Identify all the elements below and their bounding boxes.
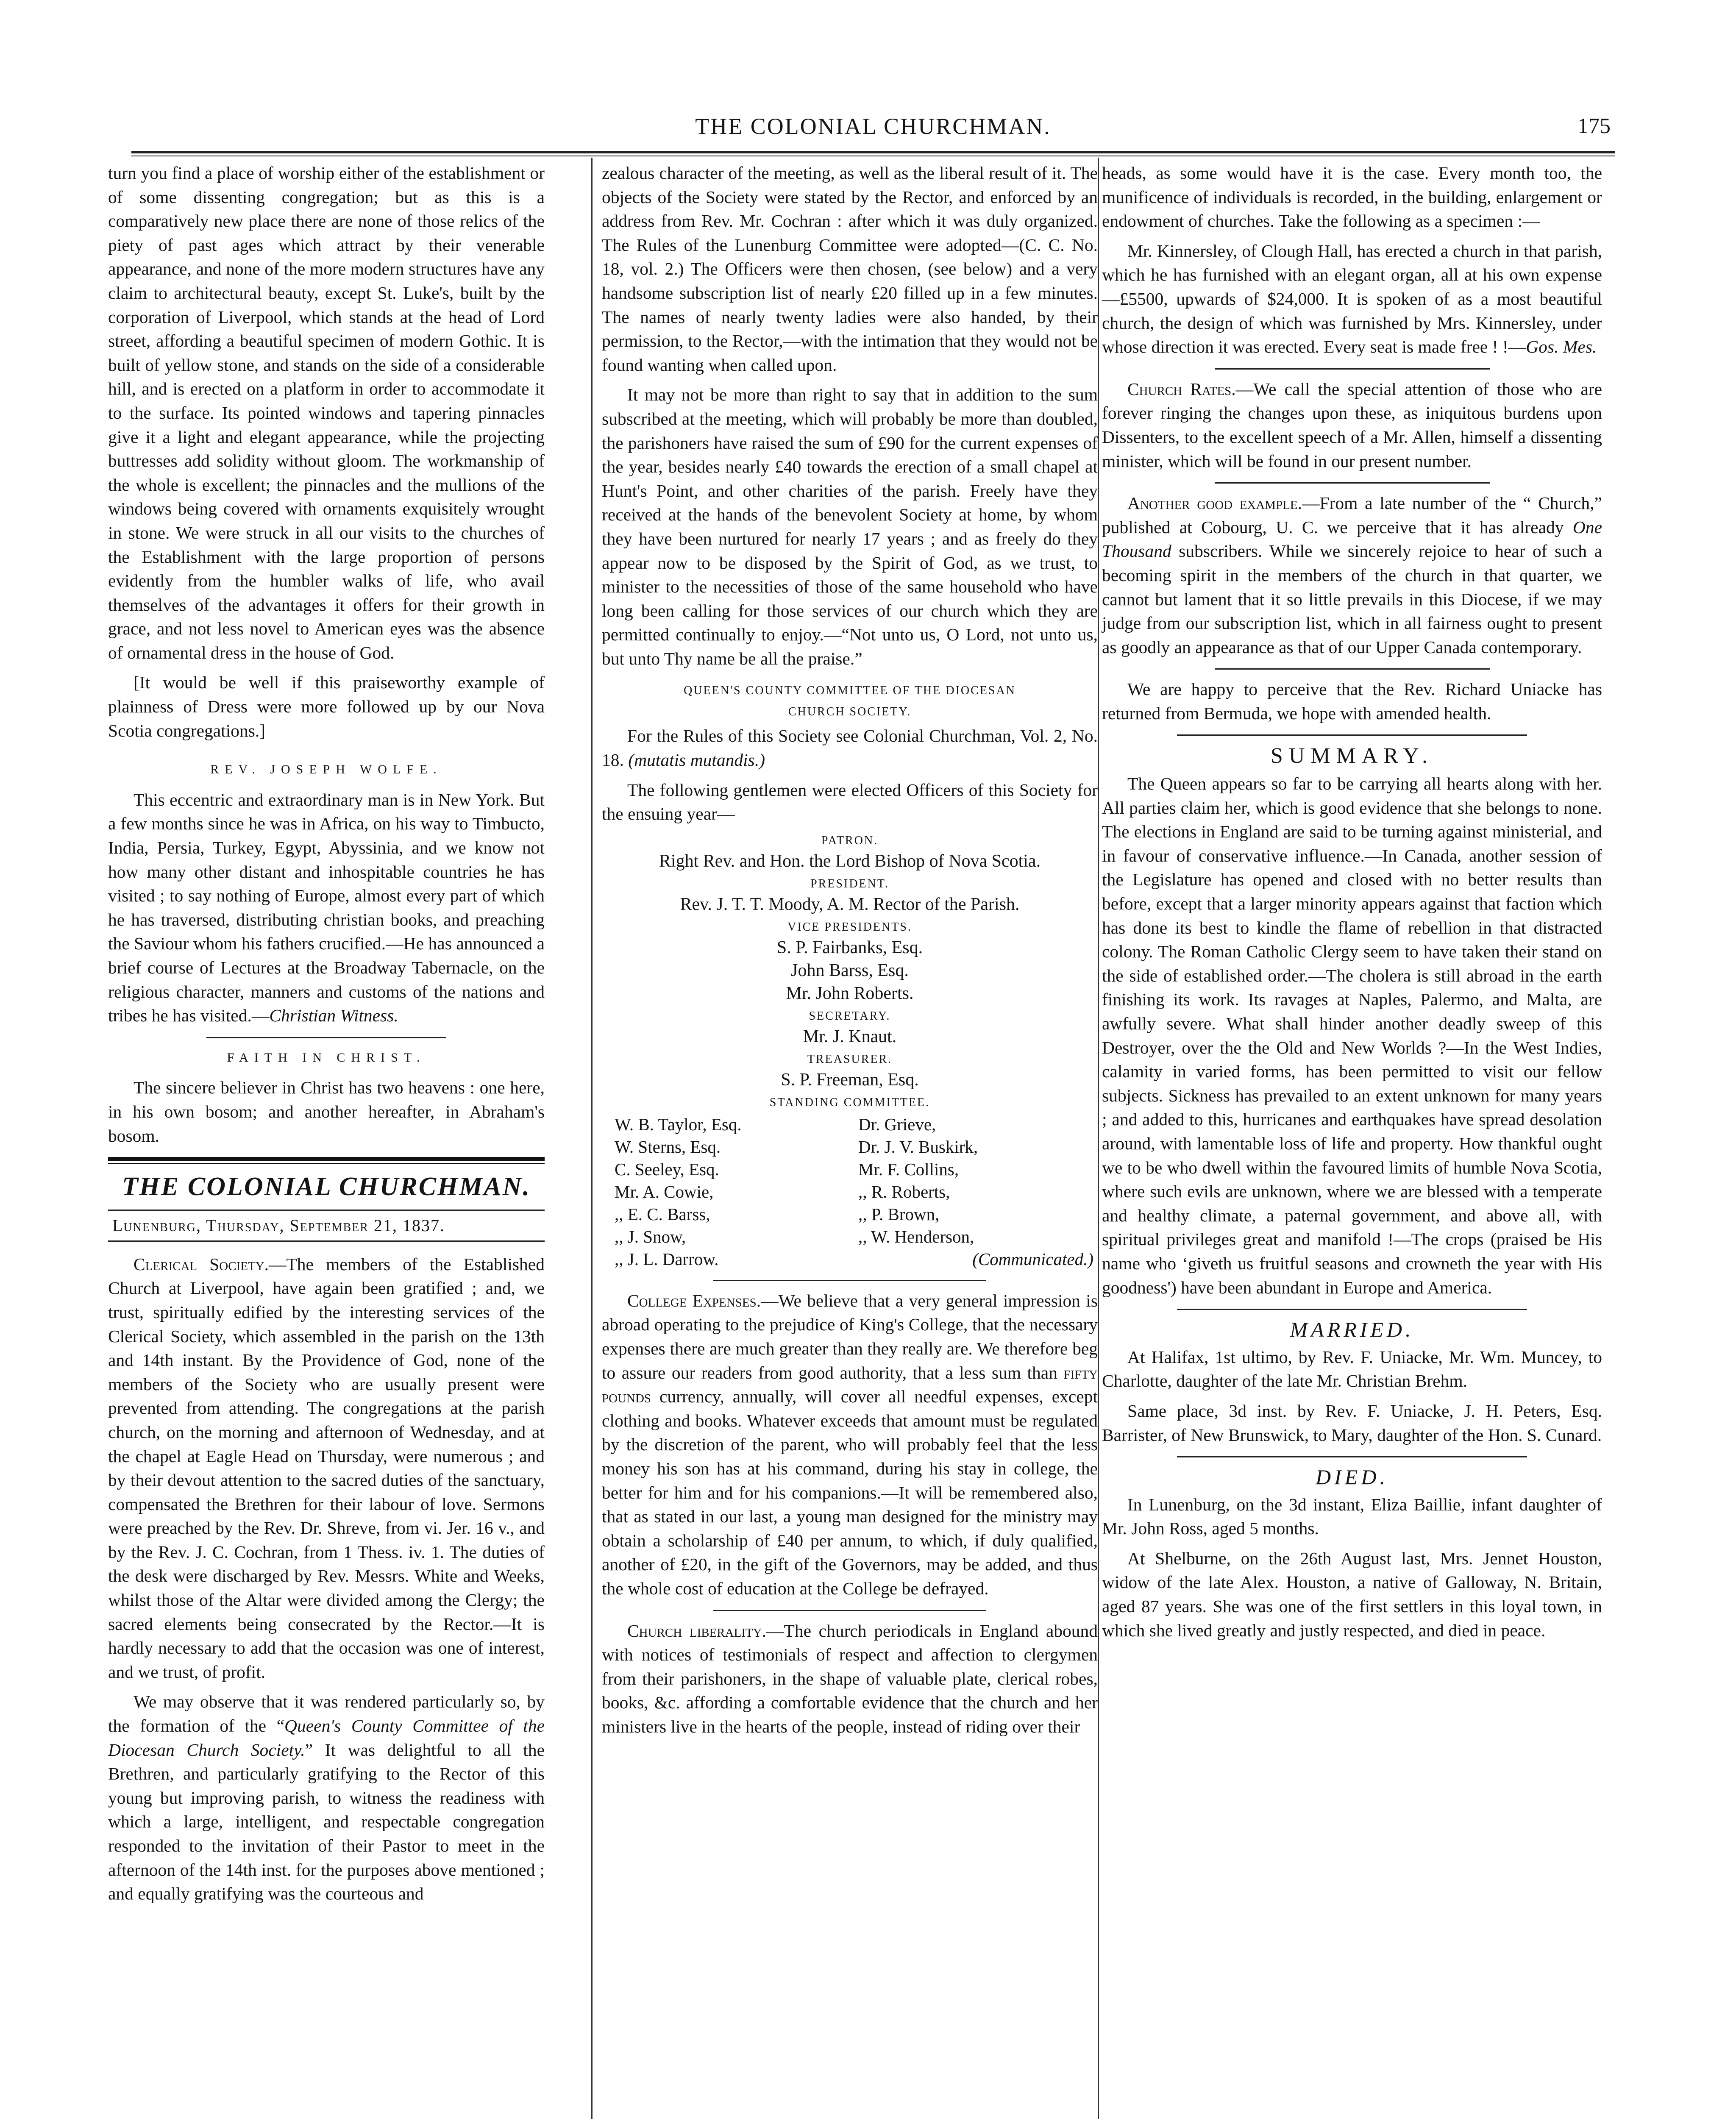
committee-row: ,, E. C. Barss, ,, P. Brown, [615,1204,940,1224]
column-divider-1 [591,158,593,2119]
president-name: Rev. J. T. T. Moody, A. M. Rector of the Parish. [680,894,1020,914]
church-liberality-text: Church liberality.—The church periodicals in England abound with notices of testimonials of respect and affection to clergymen from their parishoners, in the shape of valuable plate, clerical robes, books, &c. affording a comfortable evidence that the church and her ministers live in the hearts of the people, instead of riding over their [602,1621,1098,1736]
died-heading: DIED. [1316,1465,1388,1489]
church-liberality-lead: Church liberality. [627,1621,766,1641]
running-title: THE COLONIAL CHURCHMAN. [695,114,1051,139]
summary-heading: SUMMARY. [1270,744,1434,768]
heads-text: heads, as some would have it is the case. Every month too, the munificence of individuals is recorded, in the building, enlargement or endowment of churches. Take the following as a specimen :— [1102,163,1602,231]
column-3 [1102,161,1602,1648]
divider-rule [1177,1309,1527,1310]
committee-row: C. Seeley, Esq. Mr. F. Collins, [615,1159,959,1179]
president-label: PRESIDENT. [810,877,889,890]
committee-row: W. B. Taylor, Esq. Dr. Grieve, [615,1114,936,1134]
vp-label: VICE PRESIDENTS. [787,920,912,934]
kinnersley-text: Mr. Kinnersley, of Clough Hall, has erected a church in that parish, which he has furnished with an elegant organ, all at his own expense—£5500, upwards of $24,000. It is spoken of as a most beautiful church, the design of which was furnished by Mrs. Kinnersley, under whose direction it was erected. Every seat is made free ! !—Gos. Mes. [1102,241,1602,357]
qc-heading-2: CHURCH SOCIETY. [788,705,912,719]
standing-committee [602,1113,1098,1271]
masthead-title: THE COLONIAL CHURCHMAN. [122,1172,531,1201]
divider-rule [1177,734,1527,736]
married-notice: Same place, 3d inst. by Rev. F. Uniacke, J. H. Peters, Esq. Barrister, of New Brunswick, to Mary, daughter of the Hon. S. Cunard. [1102,1401,1602,1445]
married-notice: At Halifax, 1st ultimo, by Rev. F. Uniacke, Mr. Wm. Muncey, to Charlotte, daughter of the late Mr. Christian Brehm. [1102,1347,1602,1391]
died-notice: In Lunenburg, on the 3d instant, Eliza Baillie, infant daughter of Mr. John Ross, aged 5 months. [1102,1494,1602,1538]
treasurer-name: S. P. Freeman, Esq. [781,1070,919,1090]
observe-text: We may observe that it was rendered particularly so, by the formation of the “Queen's County Committee of the Diocesan Church Society.” It was delightful to all the Brethren, and particularly gratifying to the Rector of this young but improving parish, to witness the readiness with which a large, intelligent, and respectable congregation responded to the invitation of their Pastor to meet in the afternoon of the 14th inst. for the purposes above mentioned ; and equally gratifying was the courteous and [108,1692,545,1904]
married-heading: MARRIED. [1290,1318,1414,1342]
elected-text: The following gentlemen were elected Officers of this Society for the ensuing year— [602,780,1098,824]
died-notice: At Shelburne, on the 26th August last, Mrs. Jennet Houston, widow of the late Alex. Houston, a native of Galloway, N. Britain, aged 87 years. She was one of the first settlers in this loyal town, in which she lived greatly and justly respected, and died in peace. [1102,1548,1602,1640]
masthead-rule [108,1157,545,1164]
editor-note: [It would be well if this praiseworthy example of plainness of Dress were more followed up by our Nova Scotia congregations.] [108,673,545,740]
committee-row: Mr. A. Cowie, ,, R. Roberts, [615,1182,950,1201]
divider-rule [713,1610,986,1611]
patron-label: PATRON. [821,834,879,847]
divider-rule [206,1037,447,1038]
college-expenses-lead: College Expenses. [627,1290,761,1310]
divider-rule [1215,668,1490,670]
wolfe-heading: REV. JOSEPH WOLFE. [210,762,442,777]
vp-name: S. P. Fairbanks, Esq. [776,937,923,957]
column-2 [602,161,1098,1745]
treasurer-label: TREASURER. [807,1052,893,1066]
committee-row: W. Sterns, Esq. Dr. J. V. Buskirk, [615,1137,978,1157]
clerical-society-lead: Clerical Society. [134,1254,269,1274]
uniacke-note: We are happy to perceive that the Rev. Richard Uniacke has returned from Bermuda, we hope with amended health. [1102,679,1602,723]
divider-rule [1215,368,1490,370]
standing-committee-label: STANDING COMMITTEE. [769,1096,930,1109]
wolfe-source: Christian Witness. [269,1006,398,1026]
header-rule [131,151,1615,156]
secretary-label: SECRETARY. [809,1009,891,1023]
summary-text: The Queen appears so far to be carrying all hearts along with her. All parties claim her, which is good evidence that she belongs to none. The elections in England are said to be turning against ministerial, and in favour of conservative influence.—In Canada, another session of the Legislature has opened and closed with no better results than before, except that a larger minority appears against that faction which has done its best to kindle the flame of rebellion in that distracted colony. The Roman Catholic Clergy seem to have taken their stand on the side of established order.—The cholera is still abroad in the earth finishing its work. Its ravages at Naples, Palermo, and Malta, are awfully severe. What shall hinder another deadly sweep of this Destroyer, over the the Old and New Worlds ?—In the West Indies, calamity in varied forms, has been permitted to visit our fellow subjects. Sickness has prevailed to an extent unknown for many years ; and added to this, hurricanes and earthquakes have spread desolation around, with lamentable loss of life and property. How thankful ought we to be who dwell within the favoured limits of humble Nova Scotia, where such evils are unknown, where we are blessed with a temperate and healthy climate, a paternal government, and above all, with spiritual privileges great and manifold !—The crops (praised be His name who ‘giveth us fruitful seasons and crowneth the year with His goodness') have been abundant in Europe and America. [1102,774,1602,1297]
column-divider-2 [1098,158,1099,2119]
another-example-lead: Another good example. [1127,493,1302,513]
zealous-text: zealous character of the meeting, as well as the liberal result of it. The objects of the Society were stated by the Rector, and enforced by an address from Rev. Mr. Cochran : after which it was duly organized. The Rules of the Lunenburg Committee were adopted—(C. C. No. 18, vol. 2.) The Officers were then chosen, (see below) and a very handsome subscription list of nearly £20 filled up in a few minutes. The names of nearly twenty ladies were also handed, by their permission, to the Rector,—with the intimation that they would not be found wanting when called upon. [602,163,1098,375]
faith-text: The sincere believer in Christ has two heavens : one here, in his own bosom; and another hereafter, in Abraham's bosom. [108,1078,545,1146]
committee-row: ,, J. Snow, ,, W. Henderson, [615,1226,974,1246]
divider-rule [1215,482,1490,484]
article-continuation: turn you find a place of worship either of the establishment or of some dissenting congregation; but as this is a comparatively new place there are none of those relics of the piety of past ages which attract by their venerable appearance, and none of the more modern structures have any claim to architectural beauty, except St. Luke's, built by the corporation of Liverpool, which stands at the head of Lord street, affording a beautiful specimen of modern Gothic. It is built of yellow stone, and stands on the side of a considerable hill, and is erected on a platform in order to accommodate it to the surface. Its pointed windows and tapering pinnacles give it a light and elegant appearance, while the projecting buttresses add solidity without gloom. The workmanship of the whole is excellent; the pinnacles and the mullions of the windows being covered with ornaments exquisitely wrought in stone. We were struck in all our visits to the churches of the Establishment with the large proportion of persons evidently from the humbler walks of life, who avail themselves of the advantages it offers for their growth in grace, and not less novel to American eyes was the absence of ornamental dress in the house of God. [108,163,545,662]
divider-rule [1177,1456,1527,1457]
rules-text: For the Rules of this Society see Colonial Churchman, Vol. 2, No. 18. (mutatis mutandis.) [602,726,1098,770]
secretary-name: Mr. J. Knaut. [803,1026,897,1046]
church-rates-text: Church Rates.—We call the special attention of those who are forever ringing the changes upon these, as iniquitous burdens upon Dissenters, to the excellent speech of a Mr. Allen, himself a dissenting minister, which will be found in our present number. [1102,379,1602,471]
dateline: Lunenburg, Thursday, September 21, 1837. [108,1210,545,1242]
kinnersley-source: Gos. Mes. [1526,337,1597,357]
committee-row: ,, J. L. Darrow. (Communicated.) [615,1249,1093,1269]
page-number: 175 [1577,114,1611,138]
vp-name: Mr. John Roberts. [786,983,914,1003]
faith-heading: FAITH IN CHRIST. [227,1050,426,1065]
college-expenses-text: College Expenses.—We believe that a very general impression is abroad operating to the prejudice of King's College, that the necessary expenses there are much greater than they really are. We therefore beg to assure our readers from good authority, that a less sum than fifty pounds currency, annually, will cover all needful expenses, except clothing and books. Whatever exceeds that amount must be regulated by the discretion of the parent, who will probably feel that the less money his son has at his command, during his stay in college, the better for him and for his companions.—It will be remembered also, that as stated in our last, a young man designed for the ministry may obtain a scholarship of £40 per annum, to which, if duly qualified, another of £20, in the gift of the Governors, may be added, and thus the whole cost of education at the College be defrayed. [602,1290,1098,1598]
officers-list [602,832,1098,1112]
divider-rule [713,1280,986,1281]
column-1 [108,161,545,1912]
church-rates-lead: Church Rates. [1127,379,1236,399]
wolfe-text: This eccentric and extraordinary man is in New York. But a few months since he was in Africa, on his way to Timbucto, India, Persia, Turkey, Egypt, Abyssinia, and we know not how many other distant and inhospitable countries he has visited ; to say nothing of Europe, almost every part of which he has traversed, distributing christian books, and preaching the Saviour whom his fathers crucified.—He has announced a brief course of Lectures at the Broadway Tabernacle, on the religious character, manners and customs of the nations and tribes he has visited.—Christian Witness. [108,790,545,1026]
clerical-society-text: Clerical Society.—The members of the Established Church at Liverpool, have again been gratified ; and, we trust, spiritually edified by the interesting services of the Clerical Society, which assembled in the parish on the 13th and 14th instant. By the Providence of God, none of the members of the Society who are usually present were prevented from attending. The congregations at the parish church, on the morning and afternoon of Wednesday, and at the chapel at Eagle Head on Thursday, were numerous ; and by their devout attention to the sacred duties of the sanctuary, compensated the Brethren for their labour of love. Sermons were preached by the Rev. Dr. Shreve, from vi. Jer. 16 v., and by the Rev. J. C. Cochran, from 1 Thess. iv. 1. The duties of the desk were discharged by Rev. Messrs. White and Weeks, whilst those of the Altar were divided among the Clergy; the sacred elements being consecrated by the Rector.—It is hardly necessary to add that the occasion was one of interest, and we trust, of profit. [108,1254,545,1682]
patron-name: Right Rev. and Hon. the Lord Bishop of Nova Scotia. [659,851,1041,871]
another-example-text: Another good example.—From a late number of the “ Church,” published at Cobourg, U. C. we perceive that it has already One Thousand subscribers. While we sincerely rejoice to hear of such a becoming spirit in the members of the church in that quarter, we cannot but lament that it so little prevails in this Diocese, if we may judge from our subscription list, which in all fairness ought to present as goodly an appearance as that of our Upper Canada contemporary. [1102,493,1602,657]
page-header [127,114,1619,139]
addition-text: It may not be more than right to say that in addition to the sum subscribed at the meeting, which will probably be more than doubled, the parishoners have raised the sum of £90 for the current expenses of the year, besides nearly £40 towards the erection of a small chapel at Hunt's Point, and other charities of the parish. Freely have they received at the hands of the benevolent Society at home, by whom they have been nurtured for nearly 17 years ; and as freely do they appear now to be disposed by the Spirit of God, as we trust, to minister to the necessities of those of the same household who have long been calling for those services of our church which they are permitted continually to enjoy.—“Not unto us, O Lord, not unto us, but unto Thy name be all the praise.” [602,385,1098,668]
qc-heading-1: QUEEN'S COUNTY COMMITTEE OF THE DIOCESAN [684,684,1016,698]
vp-name: John Barss, Esq. [791,960,909,980]
